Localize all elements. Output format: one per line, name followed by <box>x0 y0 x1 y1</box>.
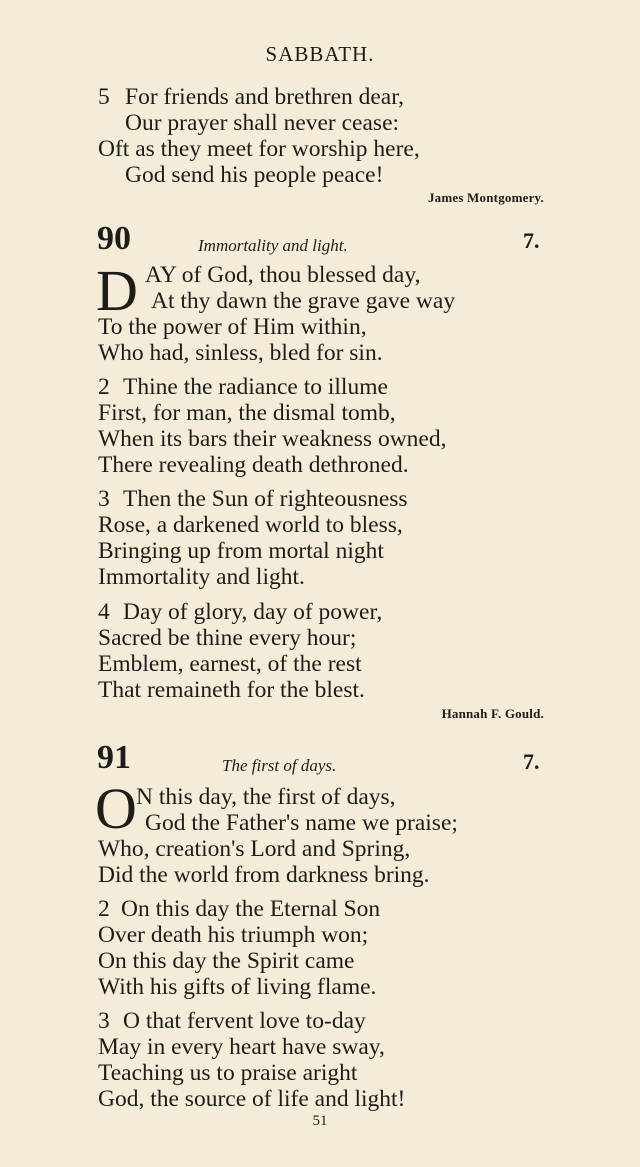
verse-line: On this day the Eternal Son <box>121 896 381 922</box>
drop-cap: O <box>95 776 137 841</box>
verse-line: Then the Sun of righteousness <box>123 486 408 512</box>
hymn-number: 91 <box>97 739 131 776</box>
verse-line: Bringing up from mortal night <box>98 538 384 564</box>
hymn-title: The first of days. <box>222 756 337 775</box>
verse-line: God the Father's name we praise; <box>145 810 458 836</box>
verse-line: With his gifts of living flame. <box>98 974 377 1000</box>
verse-line: Emblem, earnest, of the rest <box>98 651 362 677</box>
verse-line: Did the world from darkness bring. <box>98 862 430 888</box>
hymn-number: 90 <box>97 220 131 257</box>
verse-line: Immortality and light. <box>98 564 305 590</box>
hymn-title: Immortality and light. <box>198 236 348 255</box>
verse-line: Who, creation's Lord and Spring, <box>98 836 411 862</box>
verse-line: Teaching us to praise aright <box>98 1060 358 1086</box>
verse-line: When its bars their weakness owned, <box>98 426 447 452</box>
verse-line: N this day, the first of days, <box>136 784 396 810</box>
verse-line: Over death his triumph won; <box>98 922 369 948</box>
verse-line: For friends and brethren dear, <box>125 84 404 110</box>
hymn-meter: 7. <box>523 228 540 253</box>
author-attribution: Hannah F. Gould. <box>441 706 544 721</box>
verse-line: O that fervent love to-day <box>123 1008 366 1034</box>
page-number: 51 <box>312 1113 328 1129</box>
verse-line: Oft as they meet for worship here, <box>98 136 420 162</box>
author-attribution: James Montgomery. <box>427 190 544 205</box>
stanza-number: 5 <box>98 84 110 110</box>
running-head: SABBATH. <box>265 42 375 66</box>
verse-line: May in every heart have sway, <box>98 1034 385 1060</box>
stanza-number: 3 <box>98 486 110 512</box>
verse-line: AY of God, thou blessed day, <box>145 262 421 288</box>
verse-line: There revealing death dethroned. <box>98 452 409 478</box>
verse-line: On this day the Spirit came <box>98 948 355 974</box>
verse-line: Rose, a darkened world to bless, <box>98 512 403 538</box>
drop-cap: D <box>96 258 138 323</box>
verse-line: To the power of Him within, <box>98 314 367 340</box>
stanza-number: 2 <box>98 896 110 922</box>
verse-line: Sacred be thine every hour; <box>98 625 357 651</box>
verse-line: Our prayer shall never cease: <box>125 110 400 136</box>
verse-line: God, the source of life and light! <box>98 1086 406 1112</box>
verse-line: First, for man, the dismal tomb, <box>98 400 396 426</box>
hymn-meter: 7. <box>523 749 540 774</box>
stanza-number: 3 <box>98 1008 110 1034</box>
stanza-number: 4 <box>98 599 110 625</box>
stanza-number: 2 <box>98 374 110 400</box>
verse-line: Who had, sinless, bled for sin. <box>98 340 383 366</box>
verse-line: That remaineth for the blest. <box>98 677 365 703</box>
verse-line: Thine the radiance to illume <box>123 374 388 400</box>
verse-line: God send his people peace! <box>125 162 384 188</box>
verse-line: Day of glory, day of power, <box>123 599 383 625</box>
verse-line: At thy dawn the grave gave way <box>151 288 456 314</box>
